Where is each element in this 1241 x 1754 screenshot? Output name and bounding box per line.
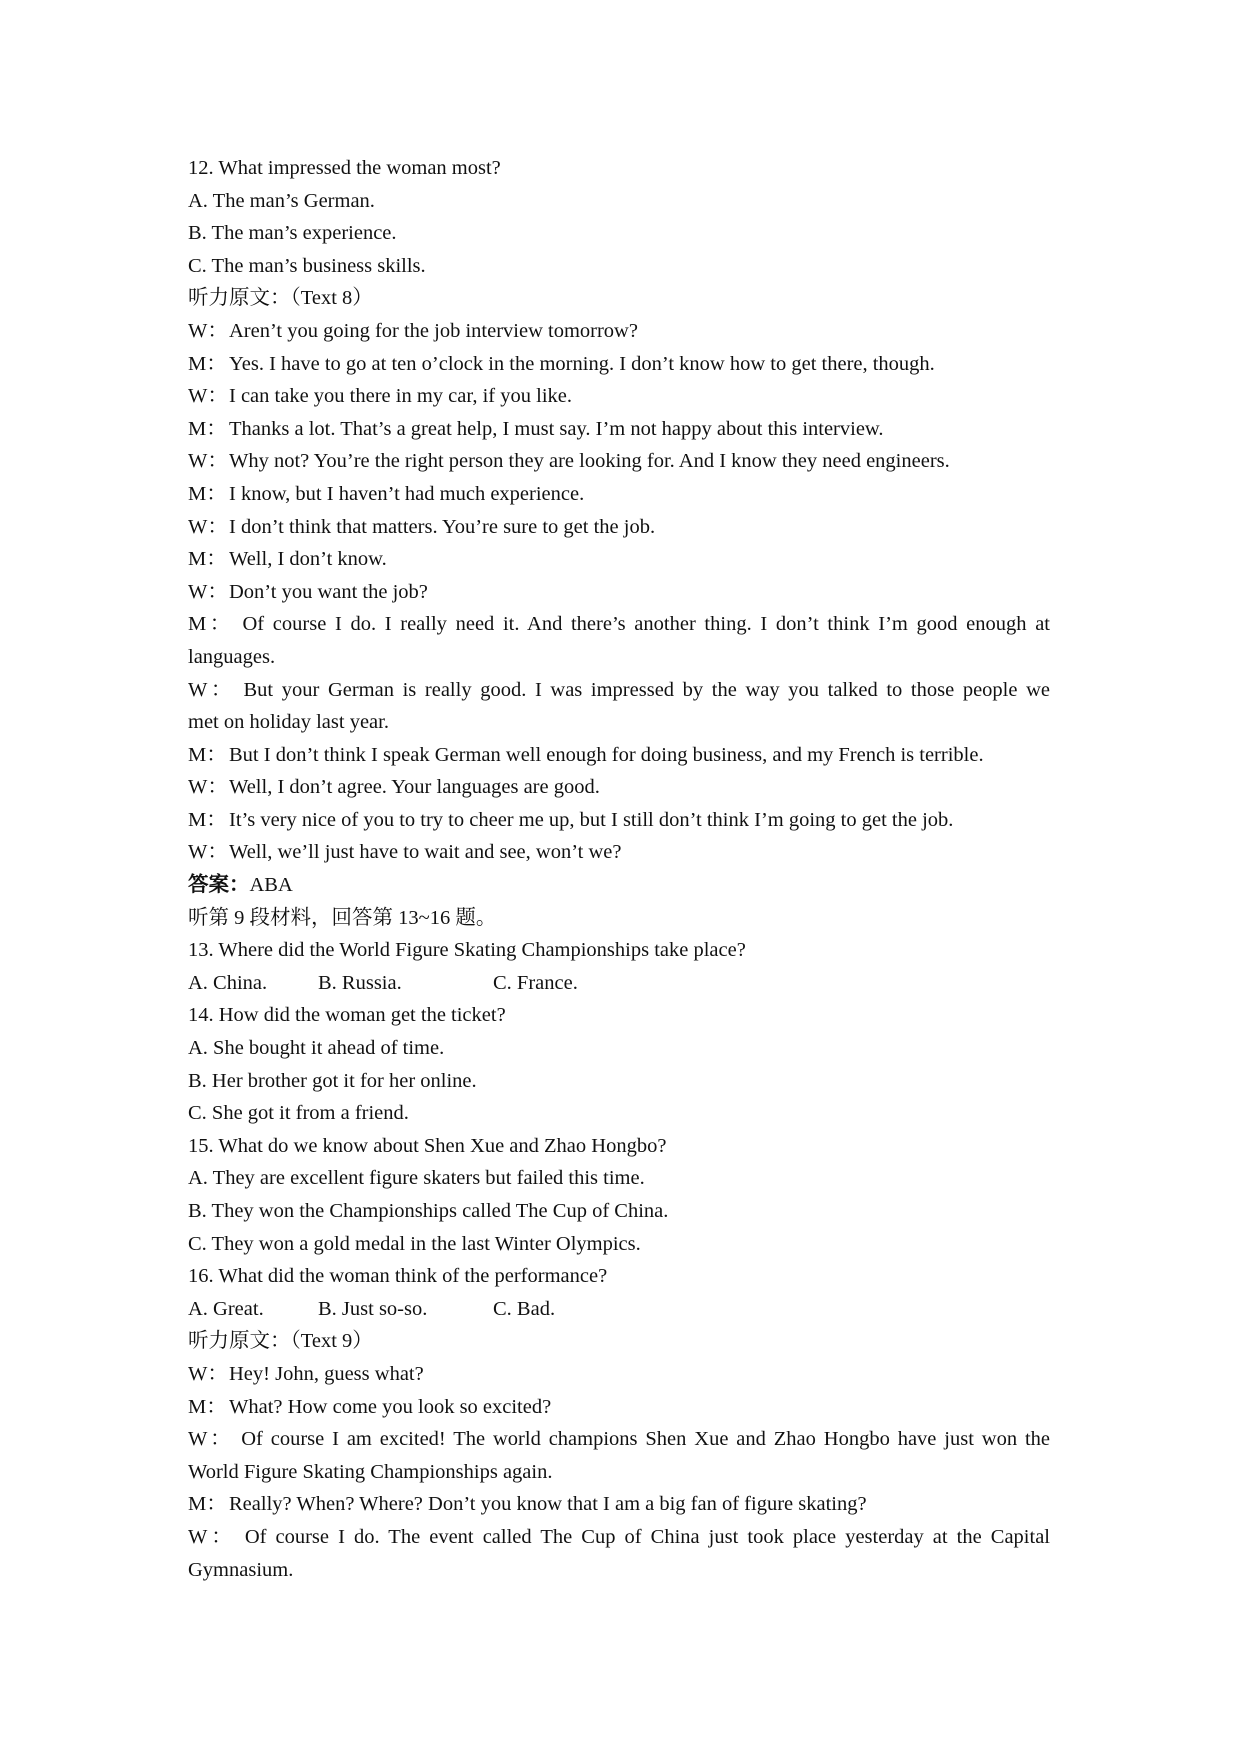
dialogue-line: [188, 478, 1050, 511]
option-14c: C. She got it from a friend.: [188, 1102, 409, 1125]
speaker-label: W：: [188, 678, 235, 701]
speaker-label: M：: [188, 1493, 227, 1516]
speaker-label: W：: [188, 580, 228, 603]
speaker-label: W：: [188, 385, 228, 408]
option-14b: B. Her brother got it for her online.: [188, 1069, 477, 1092]
dialogue-text: It’s very nice of you to try to cheer me up, but I still don’t think I’m going to get the job.: [229, 808, 954, 831]
dialogue-text: Really? When? Where? Don’t you know that I am a big fan of figure skating?: [229, 1493, 867, 1516]
dialogue-text: I don’t think that matters. You’re sure to get the job.: [229, 515, 656, 538]
speaker-label: M：: [188, 613, 234, 636]
option-13c: C. France.: [493, 971, 578, 994]
option-16c: C. Bad.: [493, 1297, 556, 1320]
speaker-label: W：: [188, 515, 228, 538]
dialogue-text: Why not? You’re the right person they are looking for. And I know they need engineers.: [229, 450, 950, 473]
option-12c: C. The man’s business skills.: [188, 254, 426, 277]
dialogue-line: [188, 543, 1050, 576]
dialogue-line: [188, 1358, 1050, 1391]
dialogue-line: [188, 1391, 1050, 1424]
transcript-heading-text9: 听力原文：（Text 9）: [188, 1330, 373, 1353]
dialogue-line: [188, 1488, 1050, 1521]
dialogue-text: But your German is really good. I was impressed by the way you talked to those people we: [243, 678, 1050, 701]
dialogue-text: But I don’t think I speak German well enough for doing business, and my French is terrible.: [229, 743, 984, 766]
dialogue-text: Hey! John, guess what?: [229, 1362, 424, 1385]
dialogue-text: Of course I do. I really need it. And there’s another thing. I don’t think I’m good enough at: [242, 613, 1050, 636]
dialogue-text: I can take you there in my car, if you like.: [229, 385, 572, 408]
dialogue-line: [188, 739, 1050, 772]
question-16: 16. What did the woman think of the performance?: [188, 1265, 608, 1288]
speaker-label: M：: [188, 482, 227, 505]
dialogue-line: [188, 380, 1050, 413]
answer-line: [188, 869, 1050, 902]
answer-label: 答案：: [188, 874, 250, 897]
speaker-label: M：: [188, 548, 227, 571]
option-13b: B. Russia.: [318, 971, 402, 994]
dialogue-text: I know, but I haven’t had much experience.: [229, 482, 585, 505]
dialogue-line: [188, 348, 1050, 381]
option-15c: C. They won a gold medal in the last Winter Olympics.: [188, 1232, 641, 1255]
dialogue-text: Well, I don’t know.: [229, 548, 387, 571]
dialogue-line: [188, 413, 1050, 446]
speaker-label: M：: [188, 1395, 227, 1418]
section-9-instruction: 听第 9 段材料，回答第 13~16 题。: [188, 906, 497, 929]
dialogue-line-continuation: met on holiday last year.: [188, 711, 389, 734]
option-12a: A. The man’s German.: [188, 189, 375, 212]
answer-value: ABA: [249, 874, 293, 897]
dialogue-line-continuation: Gymnasium.: [188, 1558, 294, 1581]
dialogue-line: [188, 804, 1050, 837]
document-page: [188, 152, 1050, 1586]
dialogue-text: Aren’t you going for the job interview tomorrow?: [229, 319, 638, 342]
dialogue-line: [188, 576, 1050, 609]
speaker-label: W：: [188, 319, 228, 342]
options-16: [188, 1293, 1050, 1326]
dialogue-line: [188, 1521, 1050, 1554]
speaker-label: W：: [188, 841, 228, 864]
speaker-label: W：: [188, 1362, 228, 1385]
dialogue-line: [188, 511, 1050, 544]
option-15b: B. They won the Championships called The Cup of China.: [188, 1200, 669, 1222]
dialogue-text: Of course I am excited! The world champions Shen Xue and Zhao Hongbo have just won the: [241, 1428, 1050, 1451]
dialogue-line: [188, 608, 1050, 641]
dialogue-text: Don’t you want the job?: [229, 580, 428, 603]
option-13a: A. China.: [188, 971, 268, 994]
option-16a: A. Great.: [188, 1297, 264, 1320]
option-14a: A. She bought it ahead of time.: [188, 1037, 445, 1060]
speaker-label: M：: [188, 808, 227, 831]
dialogue-line: [188, 445, 1050, 478]
speaker-label: W：: [188, 450, 228, 473]
dialogue-line: [188, 836, 1050, 869]
dialogue-text: Of course I do. The event called The Cup of China just took place yesterday at the Capital: [244, 1525, 1050, 1548]
dialogue-text: Well, we’ll just have to wait and see, won’t we?: [229, 841, 622, 864]
option-15a: A. They are excellent figure skaters but failed this time.: [188, 1167, 645, 1190]
option-16b: B. Just so-so.: [318, 1297, 428, 1320]
speaker-label: W：: [188, 776, 228, 799]
transcript-heading-text8: 听力原文：（Text 8）: [188, 287, 373, 310]
question-14: 14. How did the woman get the ticket?: [188, 1004, 506, 1027]
dialogue-line: [188, 674, 1050, 707]
question-13: 13. Where did the World Figure Skating Championships take place?: [188, 939, 746, 962]
dialogue-line-continuation: languages.: [188, 645, 276, 668]
dialogue-text: What? How come you look so excited?: [229, 1395, 552, 1418]
speaker-label: M：: [188, 352, 227, 375]
options-13: [188, 967, 1050, 1000]
option-12b: B. The man’s experience.: [188, 222, 397, 245]
dialogue-text: Yes. I have to go at ten o’clock in the morning. I don’t know how to get there, though.: [229, 352, 935, 375]
question-12: 12. What impressed the woman most?: [188, 157, 501, 179]
dialogue-text: Well, I don’t agree. Your languages are good.: [229, 776, 600, 799]
dialogue-line-continuation: World Figure Skating Championships again.: [188, 1460, 553, 1483]
speaker-label: M：: [188, 417, 227, 440]
question-15: 15. What do we know about Shen Xue and Zhao Hongbo?: [188, 1134, 667, 1157]
speaker-label: W：: [188, 1525, 236, 1548]
speaker-label: W：: [188, 1428, 234, 1451]
dialogue-text: Thanks a lot. That’s a great help, I must say. I’m not happy about this interview.: [229, 417, 884, 440]
speaker-label: M：: [188, 743, 227, 766]
dialogue-line: [188, 771, 1050, 804]
dialogue-line: [188, 315, 1050, 348]
dialogue-line: [188, 1423, 1050, 1456]
